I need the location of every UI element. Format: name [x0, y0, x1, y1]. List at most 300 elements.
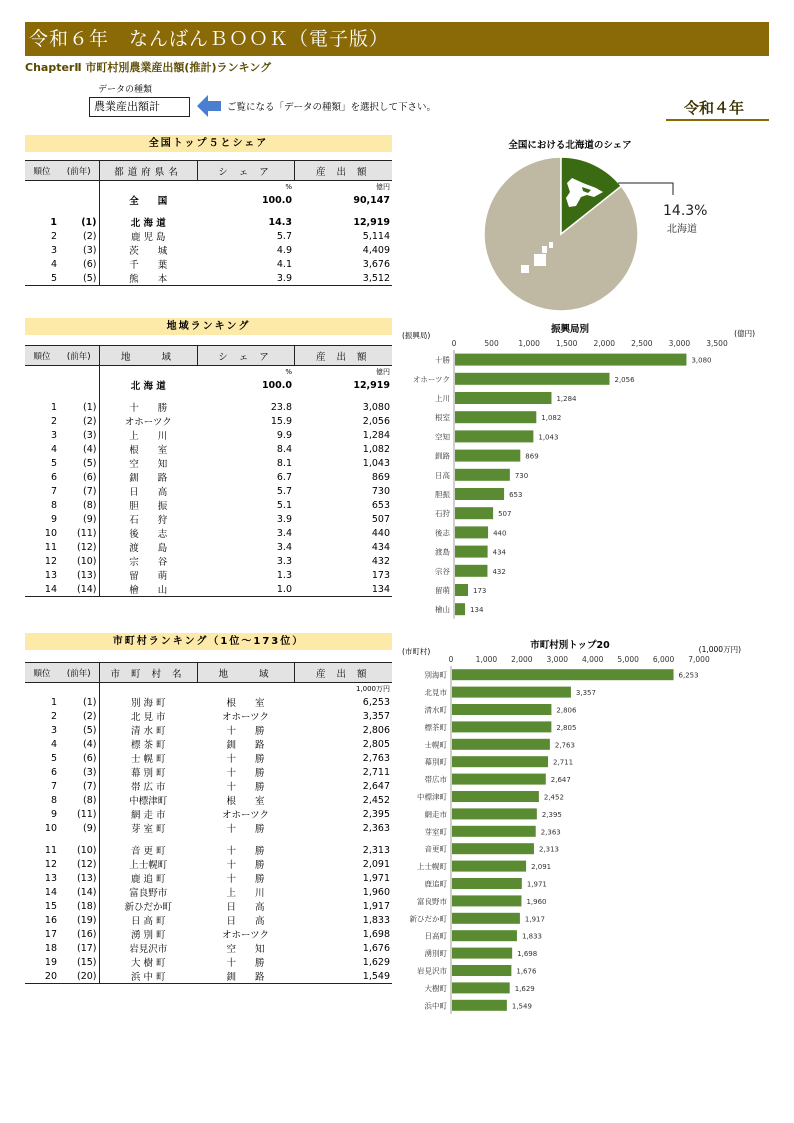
- bar-value-label: 3,080: [691, 356, 712, 365]
- x-tick-label: 2,500: [631, 339, 653, 348]
- rank: 14: [25, 582, 59, 597]
- rank: 11: [44, 844, 57, 856]
- muni-region: 十 勝: [226, 782, 265, 793]
- x-tick-label: 1,000: [518, 339, 540, 348]
- data-type-label: データの種類: [98, 85, 153, 95]
- category-label: 日高: [435, 470, 450, 480]
- prev-rank: (3): [83, 429, 97, 441]
- muni-region: 十 勝: [226, 846, 265, 857]
- total-share: 100.0: [261, 194, 292, 206]
- instruction-text: ご覧になる「データの種類」を選択して下さい。: [227, 102, 437, 113]
- amount: 507: [371, 513, 390, 525]
- prev-rank: (19): [76, 914, 97, 926]
- share: 5.7: [276, 485, 292, 497]
- amount: 1,629: [362, 956, 390, 968]
- table-row: [25, 709, 392, 723]
- amount: 1,676: [362, 942, 390, 954]
- bar-value-label: 2,711: [553, 758, 574, 767]
- region-name: 日 高: [99, 484, 197, 498]
- bar: [452, 669, 674, 680]
- category-label: 渡島: [435, 547, 450, 557]
- chapter-subtitle: ChapterⅡ 市町村別農業産出額(推計)ランキング: [25, 61, 272, 74]
- category-label: 鹿追町: [424, 879, 447, 889]
- table-row: [25, 400, 392, 414]
- category-label: 士幌町: [424, 740, 447, 750]
- muni-section-title: 市町村ランキング（1位～173位）: [25, 633, 392, 650]
- col-prev: (前年): [59, 346, 99, 366]
- muni-name: 士 幌 町: [99, 751, 197, 765]
- table-row: [25, 793, 392, 807]
- region-chart-title: 振興局別: [550, 324, 589, 335]
- rank: 5: [50, 457, 57, 469]
- amount: 2,647: [362, 780, 390, 792]
- amount: 2,313: [362, 844, 390, 856]
- bar: [455, 392, 551, 404]
- muni-name: 芽 室 町: [99, 821, 197, 835]
- col-rank: 順位: [25, 346, 59, 366]
- muni-region: 十 勝: [226, 768, 265, 779]
- table-row: [25, 512, 392, 526]
- muni-region: 十 勝: [226, 860, 265, 871]
- table-row: [25, 941, 392, 955]
- table-row: [25, 807, 392, 821]
- rank: 17: [44, 928, 57, 940]
- rank: 4: [50, 738, 57, 750]
- muni-region: 十 勝: [226, 726, 265, 737]
- prev-rank: (5): [83, 457, 97, 469]
- bar-value-label: 2,763: [554, 741, 575, 750]
- unit-amount: 億円: [376, 183, 390, 191]
- rank: 13: [44, 872, 57, 884]
- amount: 1,082: [362, 443, 390, 455]
- bar: [455, 507, 493, 519]
- bar-value-label: 1,629: [514, 984, 535, 993]
- share: 5.1: [276, 499, 292, 511]
- prev-rank: (12): [76, 541, 97, 553]
- bar-value-label: 2,056: [614, 375, 635, 384]
- prev-rank: (10): [76, 844, 97, 856]
- rank: 11: [44, 541, 57, 553]
- table-row: [25, 737, 392, 751]
- amount: 4,409: [362, 244, 390, 256]
- amount: 5,114: [362, 230, 390, 242]
- category-label: 岩見沢市: [417, 966, 447, 976]
- table-row: [25, 484, 392, 498]
- muni-region: オホーツク: [221, 712, 270, 723]
- table-row: [25, 271, 392, 286]
- region-name: 宗 谷: [99, 554, 197, 568]
- region-table: [25, 345, 392, 597]
- rank: 19: [44, 956, 57, 968]
- x-tick-label: 1,500: [555, 339, 578, 348]
- amount: 440: [371, 527, 390, 539]
- bar-value-label: 1,833: [521, 932, 542, 941]
- total-amount: 12,919: [353, 379, 390, 391]
- share: 9.9: [276, 429, 292, 441]
- muni-region: 根 室: [226, 796, 265, 807]
- amount: 2,805: [362, 738, 390, 750]
- prev-rank: (20): [59, 969, 99, 984]
- data-type-select[interactable]: 農業産出額計: [89, 97, 190, 117]
- table-row: [25, 229, 392, 243]
- region-name: 十 勝: [99, 400, 197, 414]
- x-axis-unit-label: (億円): [734, 329, 755, 338]
- amount: 1,960: [362, 886, 390, 898]
- rank: 12: [44, 858, 57, 870]
- category-label: 檜山: [435, 605, 450, 615]
- col-prev: (前年): [59, 161, 99, 181]
- table-row: [25, 969, 392, 984]
- share: 23.8: [270, 401, 292, 413]
- rank: 3: [50, 429, 57, 441]
- category-label: オホーツク: [412, 374, 450, 384]
- bar-value-label: 1,043: [538, 433, 559, 442]
- share: 4.9: [276, 244, 292, 256]
- col-region: 地 域: [197, 663, 294, 683]
- muni-name: 鹿 追 町: [99, 871, 197, 885]
- col-amount: 産 出 額: [294, 663, 392, 683]
- bar: [452, 843, 534, 854]
- table-row: [25, 913, 392, 927]
- share: 8.1: [276, 457, 292, 469]
- prev-rank: (7): [83, 780, 97, 792]
- amount: 432: [371, 555, 390, 567]
- table-row: [25, 428, 392, 442]
- bar-value-label: 434: [492, 548, 506, 557]
- category-label: 浜中町: [424, 1001, 447, 1011]
- bar-value-label: 134: [470, 606, 484, 615]
- prev-rank: (1): [81, 216, 97, 228]
- amount: 6,253: [362, 696, 390, 708]
- bar: [452, 948, 512, 959]
- bar-value-label: 1,960: [526, 897, 547, 906]
- x-tick-label: 1,000: [475, 655, 498, 664]
- bar-value-label: 2,091: [531, 863, 552, 872]
- prev-rank: (1): [83, 696, 97, 708]
- bar: [452, 756, 548, 767]
- table-row: [25, 414, 392, 428]
- y-axis-label: (市町村): [402, 647, 431, 656]
- category-label: 新ひだか町: [409, 914, 447, 924]
- category-label: 空知: [435, 432, 450, 442]
- bar-value-label: 1,698: [517, 950, 538, 959]
- category-label: 別海町: [424, 670, 447, 680]
- share: 6.7: [276, 471, 292, 483]
- table-row: [25, 885, 392, 899]
- bar: [452, 739, 550, 750]
- amount: 653: [371, 499, 390, 511]
- bar-value-label: 1,971: [526, 880, 547, 889]
- prev-rank: (15): [76, 956, 97, 968]
- rank: 4: [50, 258, 57, 270]
- national-section-title: 全国トップ５とシェア: [25, 135, 392, 152]
- muni-region: 日 高: [226, 916, 265, 927]
- bar: [452, 791, 539, 802]
- rank: 9: [50, 808, 57, 820]
- muni-name: 音 更 町: [99, 843, 197, 857]
- col-muni: 市 町 村 名: [99, 663, 197, 683]
- col-share: シ ェ ア: [197, 346, 294, 366]
- share: 3.9: [276, 513, 292, 525]
- prev-rank: (5): [83, 724, 97, 736]
- category-label: 石狩: [435, 509, 450, 519]
- name: 茨 城: [99, 243, 197, 257]
- table-row: [25, 751, 392, 765]
- bar: [455, 450, 520, 462]
- bar-value-label: 3,357: [575, 689, 596, 698]
- muni-name: 別 海 町: [99, 695, 197, 709]
- x-tick-label: 6,000: [652, 655, 675, 664]
- rank: 3: [50, 244, 57, 256]
- table-row: [25, 243, 392, 257]
- rank: 2: [50, 710, 57, 722]
- rank: 10: [44, 822, 57, 834]
- region-name: オホーツク: [99, 414, 197, 428]
- amount: 2,763: [362, 752, 390, 764]
- unit-amount: 億円: [376, 368, 390, 376]
- rank: 7: [50, 485, 57, 497]
- table-row: [25, 526, 392, 540]
- table-row: [25, 899, 392, 913]
- col-prev: (前年): [59, 663, 99, 683]
- bar-value-label: 653: [509, 491, 523, 499]
- prev-rank: (2): [83, 415, 97, 427]
- table-row: [25, 765, 392, 779]
- share: 3.4: [276, 527, 292, 539]
- bar-value-label: 2,647: [550, 776, 571, 785]
- category-label: 芽室町: [424, 827, 447, 837]
- category-label: 釧路: [435, 451, 450, 461]
- muni-name: 湧 別 町: [99, 927, 197, 941]
- amount: 869: [371, 471, 390, 483]
- region-name: 檜 山: [99, 582, 197, 597]
- prev-rank: (10): [76, 555, 97, 567]
- muni-name: 標 茶 町: [99, 737, 197, 751]
- bar-value-label: 1,284: [556, 395, 577, 403]
- muni-region: 根 室: [226, 698, 265, 709]
- amount: 3,512: [294, 271, 392, 286]
- x-tick-label: 500: [484, 339, 499, 348]
- amount: 3,357: [362, 710, 390, 722]
- table-row: [25, 568, 392, 582]
- bar-value-label: 1,917: [524, 915, 545, 924]
- amount: 2,395: [362, 808, 390, 820]
- bar-value-label: 1,549: [511, 1002, 532, 1011]
- muni-bar-chart: [400, 642, 775, 1020]
- pie-chart: [470, 150, 708, 315]
- bar-value-label: 440: [493, 529, 507, 538]
- bar: [452, 895, 521, 906]
- unit-share: %: [285, 368, 292, 376]
- region-name: 根 室: [99, 442, 197, 456]
- prev-rank: (8): [83, 499, 97, 511]
- muni-region: 日 高: [226, 902, 265, 913]
- rank: 5: [25, 271, 59, 286]
- bar-value-label: 2,452: [543, 793, 564, 802]
- bar: [452, 774, 546, 785]
- amount: 1,971: [362, 872, 390, 884]
- unit-amount: 1,000万円: [355, 685, 390, 693]
- category-label: 後志: [435, 528, 450, 538]
- table-row: [25, 582, 392, 597]
- amount: 134: [294, 582, 392, 597]
- share: 1.0: [197, 582, 294, 597]
- table-row: [25, 723, 392, 737]
- bar: [452, 913, 520, 924]
- amount: 173: [371, 569, 390, 581]
- amount: 1,833: [362, 914, 390, 926]
- bar: [452, 878, 522, 889]
- category-label: 清水町: [424, 705, 447, 715]
- prev-rank: (4): [83, 443, 97, 455]
- x-tick-label: 0: [448, 655, 454, 664]
- amount: 730: [371, 485, 390, 497]
- bar-value-label: 2,395: [541, 810, 562, 819]
- table-row: [25, 456, 392, 470]
- bar-value-label: 432: [492, 567, 506, 576]
- table-row: [25, 215, 392, 229]
- prev-rank: (9): [83, 513, 97, 525]
- year-underline: [666, 119, 769, 121]
- national-table: [25, 160, 392, 286]
- amount: 2,056: [362, 415, 390, 427]
- amount: 3,676: [362, 258, 390, 270]
- prev-rank: (7): [83, 485, 97, 497]
- bar: [452, 808, 537, 819]
- prev-rank: (18): [76, 900, 97, 912]
- bar: [452, 861, 526, 872]
- name: 北 海 道: [99, 215, 197, 229]
- page-title: 令和６年 なんばんＢＯＯＫ（電子版）: [25, 22, 769, 56]
- bar-value-label: 2,313: [538, 845, 559, 854]
- rank: 18: [44, 942, 57, 954]
- region-name: 空 知: [99, 456, 197, 470]
- category-label: 上士幌町: [417, 862, 447, 872]
- rank: 14: [44, 886, 57, 898]
- share: 1.3: [276, 569, 292, 581]
- rank: 15: [44, 900, 57, 912]
- category-label: 根室: [435, 413, 450, 423]
- col-region: 地 域: [99, 346, 197, 366]
- prev-rank: (14): [76, 886, 97, 898]
- col-amount: 産 出 額: [294, 346, 392, 366]
- share: 15.9: [270, 415, 292, 427]
- total-amount: 90,147: [353, 194, 390, 206]
- bar: [455, 488, 504, 500]
- bar-value-label: 2,805: [556, 723, 577, 732]
- muni-name: 中標津町: [99, 793, 197, 807]
- col-share: シ ェ ア: [197, 161, 294, 181]
- amount: 1,284: [362, 429, 390, 441]
- x-tick-label: 3,000: [668, 339, 691, 348]
- amount: 1,698: [362, 928, 390, 940]
- prev-rank: (14): [59, 582, 99, 597]
- prev-rank: (17): [76, 942, 97, 954]
- year-label: 令和４年: [684, 99, 745, 117]
- muni-name: 大 樹 町: [99, 955, 197, 969]
- amount: 1,043: [362, 457, 390, 469]
- rank: 4: [50, 443, 57, 455]
- bar-value-label: 1,676: [516, 967, 537, 976]
- share: 14.3: [268, 216, 292, 228]
- category-label: 上川: [435, 394, 450, 403]
- rank: 2: [50, 230, 57, 242]
- prev-rank: (4): [83, 738, 97, 750]
- bar: [452, 965, 511, 976]
- bar-value-label: 6,253: [678, 671, 699, 680]
- category-label: 大樹町: [424, 983, 447, 993]
- table-row: [25, 470, 392, 484]
- muni-region: 釧 路: [226, 740, 265, 751]
- muni-name: 新ひだか町: [99, 899, 197, 913]
- muni-table: [25, 662, 392, 984]
- category-label: 幕別町: [424, 757, 447, 767]
- bar: [452, 704, 551, 715]
- rank: 1: [50, 696, 57, 708]
- muni-name: 上士幌町: [99, 857, 197, 871]
- bar-value-label: 869: [525, 452, 539, 461]
- table-row: [25, 927, 392, 941]
- x-tick-label: 2,000: [593, 339, 616, 348]
- share: 3.9: [197, 271, 294, 286]
- muni-chart-title: 市町村別トップ20: [530, 640, 610, 651]
- bar: [452, 826, 536, 837]
- name: 熊 本: [99, 271, 197, 286]
- rank: 6: [50, 766, 57, 778]
- total-name: 北 海 道: [99, 378, 197, 392]
- muni-name: 北 見 市: [99, 709, 197, 723]
- category-label: 音更町: [424, 844, 447, 854]
- muni-name: 清 水 町: [99, 723, 197, 737]
- bar: [455, 411, 536, 423]
- muni-name: 網 走 市: [99, 807, 197, 821]
- muni-region: 十 勝: [226, 874, 265, 885]
- col-amount: 産 出 額: [294, 161, 392, 181]
- rank: 10: [44, 527, 57, 539]
- muni-region: オホーツク: [221, 810, 270, 821]
- share: 4.1: [276, 258, 292, 270]
- amount: 2,452: [362, 794, 390, 806]
- bar-value-label: 730: [514, 471, 529, 480]
- muni-region: 十 勝: [226, 824, 265, 835]
- prev-rank: (13): [76, 569, 97, 581]
- bar-value-label: 1,082: [541, 414, 562, 423]
- region-name: 渡 島: [99, 540, 197, 554]
- x-tick-label: 5,000: [617, 655, 639, 664]
- prev-rank: (6): [83, 258, 97, 270]
- bar: [455, 584, 468, 596]
- muni-region: オホーツク: [221, 930, 270, 941]
- x-tick-label: 4,000: [581, 655, 604, 664]
- prev-rank: (6): [83, 752, 97, 764]
- bar-value-label: 507: [498, 510, 512, 519]
- table-row: [25, 554, 392, 568]
- bar: [455, 565, 487, 577]
- prev-rank: (8): [83, 794, 97, 806]
- rank: 2: [50, 415, 57, 427]
- table-row: [25, 857, 392, 871]
- category-label: 日高町: [424, 931, 447, 941]
- x-tick-label: 3,500: [706, 339, 728, 348]
- name: 千 葉: [99, 257, 197, 271]
- table-row: [25, 871, 392, 885]
- table-row: [25, 257, 392, 271]
- category-label: 富良野市: [417, 896, 447, 906]
- muni-name: 浜 中 町: [99, 969, 197, 984]
- rank: 13: [44, 569, 57, 581]
- pie-label-name: 北海道: [667, 224, 697, 235]
- amount: 2,363: [362, 822, 390, 834]
